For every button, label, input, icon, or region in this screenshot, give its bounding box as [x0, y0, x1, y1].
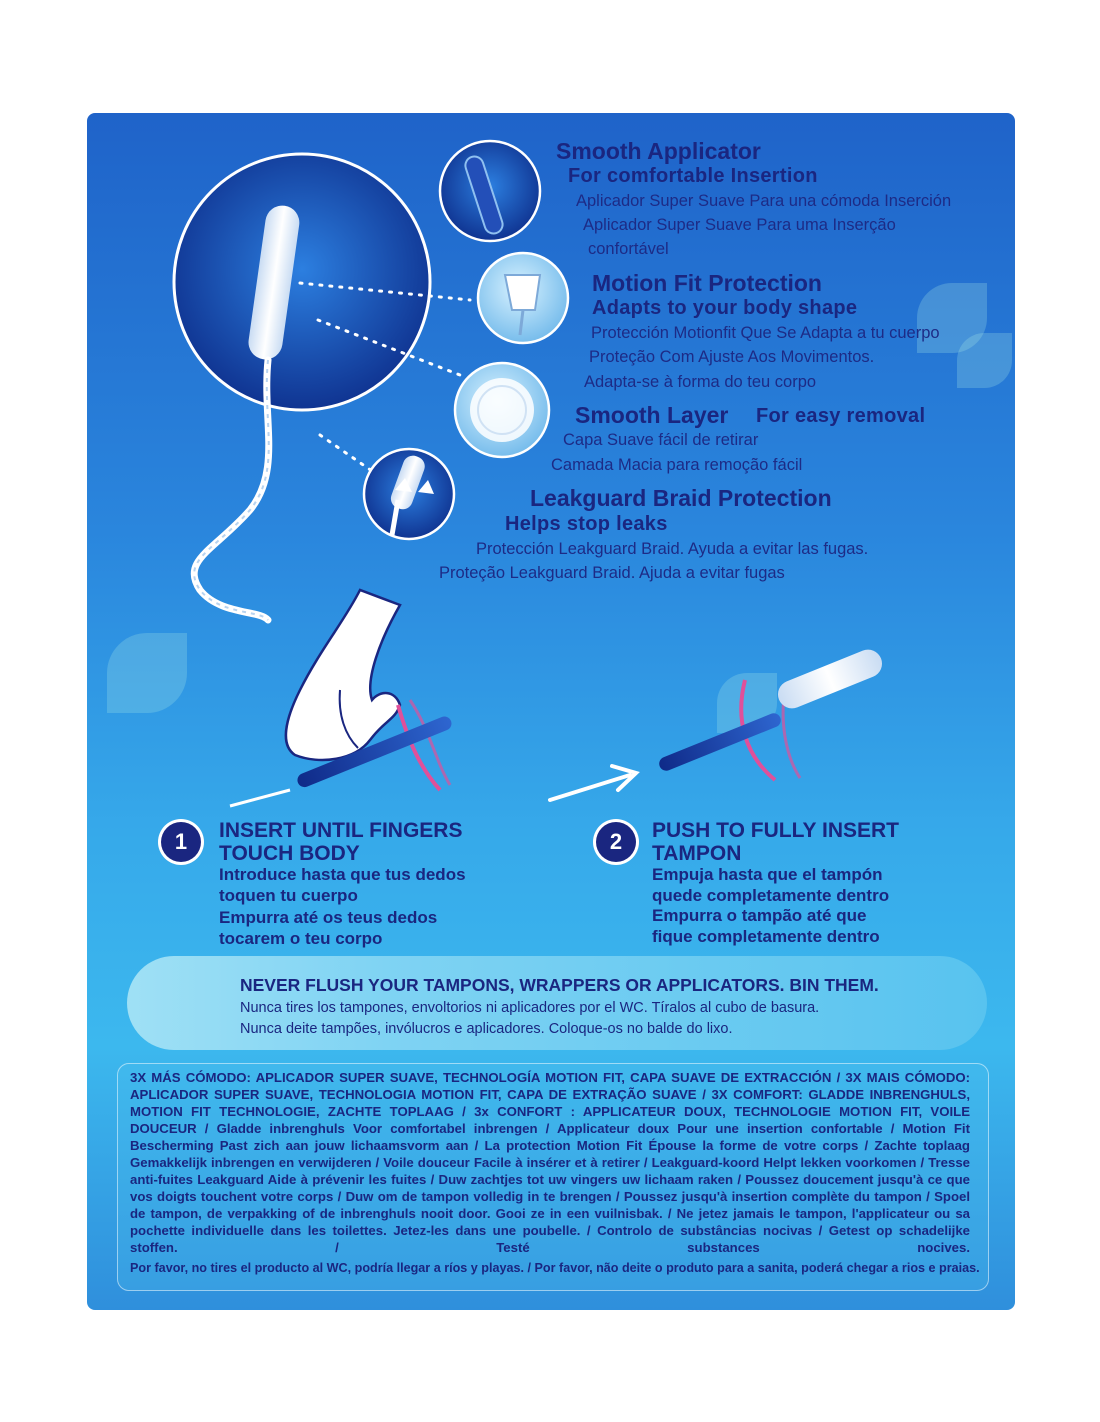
applicator-icon: [550, 645, 886, 800]
feature-title-motion-fit: Motion Fit Protection: [592, 270, 822, 296]
feature-title-smooth-layer: Smooth Layer: [575, 402, 729, 428]
feature-line: Aplicador Super Suave Para una cómoda Inserción: [576, 192, 952, 210]
disposal-line: Nunca tires los tampones, envoltorios ni aplicadores por el WC. Tíralos al cubo de basura.: [240, 1000, 820, 1016]
motion-fit-icon: [478, 253, 568, 343]
step-line: Empurra o tampão até que: [652, 906, 867, 925]
step-line: tocarem o teu corpo: [219, 929, 383, 948]
feature-line: Proteção Com Ajuste Aos Movimentos.: [589, 348, 875, 366]
disposal-line: Nunca deite tampões, invólucros e aplicadores. Coloque-os no balde do lixo.: [240, 1021, 733, 1037]
feature-line: Protección Leakguard Braid. Ayuda a evitar las fugas.: [476, 540, 869, 558]
step-line: Empuja hasta que el tampón: [652, 865, 883, 884]
feature-line: Capa Suave fácil de retirar: [563, 431, 759, 449]
feature-subtitle: Helps stop leaks: [505, 513, 668, 535]
step-title: PUSH TO FULLY INSERT: [652, 819, 899, 842]
feature-title-leakguard: Leakguard Braid Protection: [530, 485, 832, 511]
step-line: quede completamente dentro: [652, 886, 890, 905]
feature-line: Protección Motionfit Que Se Adapta a tu cuerpo: [591, 324, 940, 342]
step-number-1: 1: [161, 822, 201, 862]
step-title: INSERT UNTIL FINGERS: [219, 819, 463, 842]
feature-line: Adapta-se à forma do teu corpo: [584, 373, 817, 391]
legal-footer: Por favor, no tires el producto al WC, podría llegar a ríos y playas. / Por favor, não deite o produto para a sanita, poderá chegar a rios e praias.: [130, 1261, 980, 1275]
tampon-closeup-icon: [174, 154, 430, 620]
feature-subtitle: Adapts to your body shape: [592, 297, 858, 319]
applicator-tip-icon: [440, 141, 540, 241]
feature-subtitle: For easy removal: [756, 405, 926, 427]
feature-title-smooth-applicator: Smooth Applicator: [556, 138, 761, 164]
step-line: Empurra até os teus dedos: [219, 908, 438, 927]
step-line: fique completamente dentro: [652, 927, 880, 946]
feature-line: Proteção Leakguard Braid. Ajuda a evitar fugas: [439, 564, 785, 582]
feature-line: Aplicador Super Suave Para uma Inserção: [583, 216, 896, 234]
legal-text: 3X MÁS CÓMODO: APLICADOR SUPER SUAVE, TECHNOLOGÍA MOTION FIT, CAPA SUAVE DE EXTRACCIÓN / 3X MAIS CÓMODO: APLICADOR SUPER SUAVE, TECHNOLOGIA MOTION FIT, CAPA DE EXTRAÇÃO SUAVE / 3X COMFORT: GLADDE INBRENGHULS, MOTION FIT TECHNOLOGIE, ZACHTE TOPLAAG / 3x CONFORT : APPLICATEUR DOUX, TECHNOLOGIE MOTION FIT, VOILE DOUCEUR / Gladde inbrenghuls Voor comfortabel inbrengen / Applicateur doux Pour une insertion confortable / Motion Fit Bescherming Past zich aan jouw lichaamsvorm aan / La protection Motion Fit Épouse la forme de votre corps / Zachte toplaag Gemakkelijk inbrengen en verwijderen / Voile douceur Facile à insérer et à retirer / Leakguard-koord Helpt lekken voorkomen / Tresse anti-fuites Leakguard Aide à prévenir les fuites / Duw zachtjes tot uw vingers uw lichaam raken / Poussez doucement jusqu'à ce que vos doigts touchent votre corps / Duw om de tampon volledig in te brengen / Poussez jusqu'à insertion complète du tampon / Spoel de tampon, de verpakking of de inbrenghuls nooit door. Gooi ze in een vuilnisbak. / Ne jetez jamais le tampon, l'applicateur ou sa pochette individuelle dans les toilettes. Jetez-les dans une poubelle. / Controlo de substâncias nocivas / Getest op schadelijke stoffen. / Testé substances nocives.: [130, 1070, 970, 1255]
feature-line: Camada Macia para remoção fácil: [551, 456, 803, 474]
feature-line: confortável: [588, 240, 669, 258]
disposal-title: NEVER FLUSH YOUR TAMPONS, WRAPPERS OR APPLICATORS. BIN THEM.: [240, 975, 879, 995]
step-line: Introduce hasta que tus dedos: [219, 865, 466, 884]
feature-subtitle: For comfortable Insertion: [568, 165, 818, 187]
step-title: TAMPON: [652, 842, 742, 865]
step-line: toquen tu cuerpo: [219, 886, 358, 905]
smooth-layer-icon: [455, 363, 549, 457]
step-title: TOUCH BODY: [219, 842, 360, 865]
braid-icon: [364, 449, 454, 539]
step-number-2: 2: [596, 822, 636, 862]
hand-icon: [286, 590, 400, 760]
